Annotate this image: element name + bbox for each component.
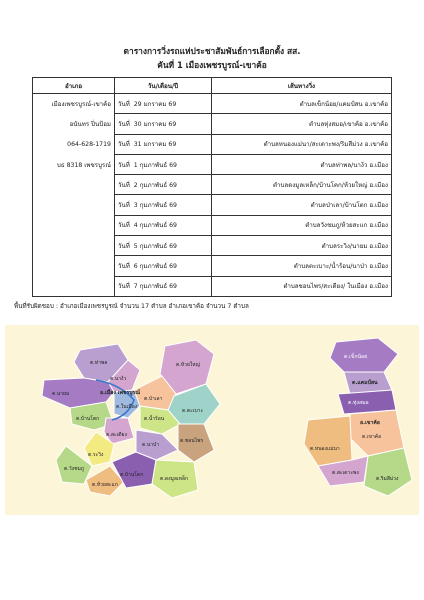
date-value: 6 กุมภาพันธ์ 69: [133, 263, 177, 271]
label-dong-mun-lek: ต.ดงมูลเหล็ก: [160, 476, 188, 482]
label-chon-phrai: ต.ชอนไพร: [180, 438, 204, 444]
district-maps: [0, 320, 424, 520]
table-row: [33, 114, 392, 134]
district-cell: บธ 8318 เพชรบูรณ์: [33, 154, 115, 174]
table-row: [33, 134, 392, 154]
date-cell: [115, 276, 212, 296]
label-nong-mae-na: ต.หนองแม่นา: [310, 446, 340, 452]
route-cell: ตำบลทุ่งสมอ/เขาค้อ อ.เขาค้อ: [212, 114, 392, 134]
schedule-table: [32, 77, 392, 297]
label-rim-si-muang: ต.ริมสีม่วง: [376, 476, 399, 482]
label-nam-ron: ต.น้ำร้อน: [144, 416, 165, 422]
table-row: [33, 236, 392, 256]
day-word: วันที่: [118, 202, 130, 210]
date-cell: [115, 236, 212, 256]
date-value: 2 กุมภาพันธ์ 69: [133, 181, 177, 189]
label-thung-samo: ต.ทุ่งสมอ: [348, 400, 369, 406]
district-cell: [33, 195, 115, 215]
route-cell: ตำบลหนองแม่นา/สะเดาะพง/ริมสีม่วง อ.เขาค้อ: [212, 134, 392, 154]
day-word: วันที่: [118, 161, 130, 169]
day-word: วันที่: [118, 181, 130, 189]
header-date: วัน/เดือน/ปี: [115, 78, 212, 94]
label-huai-yai: ต.ห้วยใหญ่: [176, 362, 200, 368]
label-tabo: ต.ตะเบาะ: [182, 408, 204, 414]
label-wang-chomphu: ต.วังชมภู: [64, 466, 85, 472]
route-cell: ตำบลวังชมภู/ห้วยสะแก อ.เมือง: [212, 215, 392, 235]
date-value: 5 กุมภาพันธ์ 69: [133, 242, 177, 250]
district-cell: [33, 256, 115, 276]
table-row: [33, 256, 392, 276]
label-camp-son: ต.แคมป์สน: [352, 380, 378, 386]
table-row: [33, 215, 392, 235]
route-cell: ตำบลดงมูลเหล็ก/บ้านโคก/ห้วยใหญ่ อ.เมือง: [212, 175, 392, 195]
date-value: 29 มกราคม 69: [133, 100, 177, 108]
date-cell: [115, 94, 212, 114]
coverage-note: พื้นที่รับผิดชอบ : อำเภอเมืองเพชรบูรณ์ จำนวน 17 ตำบล อำเภอเขาค้อ จำนวน 7 ตำบล: [14, 303, 249, 310]
table-header-row: [33, 78, 392, 94]
schedule-subtitle: คันที่ 1 เมืองเพชรบูรณ์-เขาค้อ: [157, 60, 267, 70]
label-sadiang: ต.สะเดียง: [106, 432, 127, 438]
day-word: วันที่: [118, 222, 130, 230]
date-cell: [115, 114, 212, 134]
date-cell: [115, 215, 212, 235]
district-cell: [33, 175, 115, 195]
route-cell: ตำบลป่าเลา/บ้านโตก อ.เมือง: [212, 195, 392, 215]
day-word: วันที่: [118, 100, 130, 108]
label-rawing: ต.ระวิง: [88, 452, 104, 458]
date-value: 3 กุมภาพันธ์ 69: [133, 202, 177, 210]
district-cell: [33, 236, 115, 256]
label-huai-sakae: ต.ห้วยสะแก: [92, 482, 118, 488]
label-na-ngua: ต.นาง้ว: [110, 376, 127, 382]
label-ban-khok: ต.บ้านโคก: [120, 472, 144, 478]
route-cell: ตำบลเข็กน้อย/แคมป์สน อ.เขาค้อ: [212, 94, 392, 114]
district-cell: อนันทร ปิ่นป้อม: [33, 114, 115, 134]
day-word: วันที่: [118, 141, 130, 149]
date-value: 31 มกราคม 69: [133, 141, 177, 149]
label-ban-tok: ต.บ้านโตก: [76, 416, 100, 422]
table-row: [33, 94, 392, 114]
date-cell: [115, 154, 212, 174]
date-cell: [115, 256, 212, 276]
date-value: 4 กุมภาพันธ์ 69: [133, 222, 177, 230]
day-word: วันที่: [118, 242, 130, 250]
label-sado-phong: ต.สะเดาะพง: [332, 470, 359, 476]
date-value: 30 มกราคม 69: [133, 120, 177, 128]
day-word: วันที่: [118, 283, 130, 291]
district-label-khao-kho: อ.เขาค้อ: [360, 420, 380, 426]
date-cell: [115, 175, 212, 195]
district-cell: เมืองเพชรบูรณ์-เขาค้อ: [33, 94, 115, 114]
day-word: วันที่: [118, 263, 130, 271]
date-cell: [115, 134, 212, 154]
route-cell: ตำบลระวิง/นายม อ.เมือง: [212, 236, 392, 256]
label-khao-kho: ต.เขาค้อ: [362, 434, 382, 440]
label-pa-lao: ต.ป่าเลา: [144, 396, 163, 402]
table-row: [33, 195, 392, 215]
route-cell: ตำบลท่าพล/นาง้ว อ.เมือง: [212, 154, 392, 174]
date-cell: [115, 195, 212, 215]
district-label-mueang: อ.เมือง เพชรบูรณ์: [100, 390, 141, 396]
table-row: [33, 276, 392, 296]
schedule-title: ตารางการวิ่งรถแห่ประชาสัมพันธ์การเลือกตั้ง สส.: [123, 46, 301, 56]
date-value: 1 กุมภาพันธ์ 69: [133, 161, 177, 169]
route-cell: ตำบลชอนไพร/สะเดียง/ ในเมือง อ.เมือง: [212, 276, 392, 296]
table-row: [33, 154, 392, 174]
district-cell: 064-628-1719: [33, 134, 115, 154]
table-row: [33, 175, 392, 195]
label-ta-phon: ต.ท่าพล: [90, 360, 108, 366]
label-na-pa: ต.นาป่า: [142, 442, 160, 448]
header-district: อำเภอ: [33, 78, 115, 94]
day-word: วันที่: [118, 120, 130, 128]
route-cell: ตำบลตะเบาะ/น้ำร้อน/นาป่า อ.เมือง: [212, 256, 392, 276]
district-cell: [33, 215, 115, 235]
label-nai-mueang: ต.ในเมือง: [116, 404, 138, 410]
header-route: เส้นทางวิ่ง: [212, 78, 392, 94]
label-na-yom: ต.นายม: [52, 391, 70, 397]
district-cell: [33, 276, 115, 296]
date-value: 7 กุมภาพันธ์ 69: [133, 283, 177, 291]
label-khek-noi: ต.เข็กน้อย: [344, 354, 368, 360]
